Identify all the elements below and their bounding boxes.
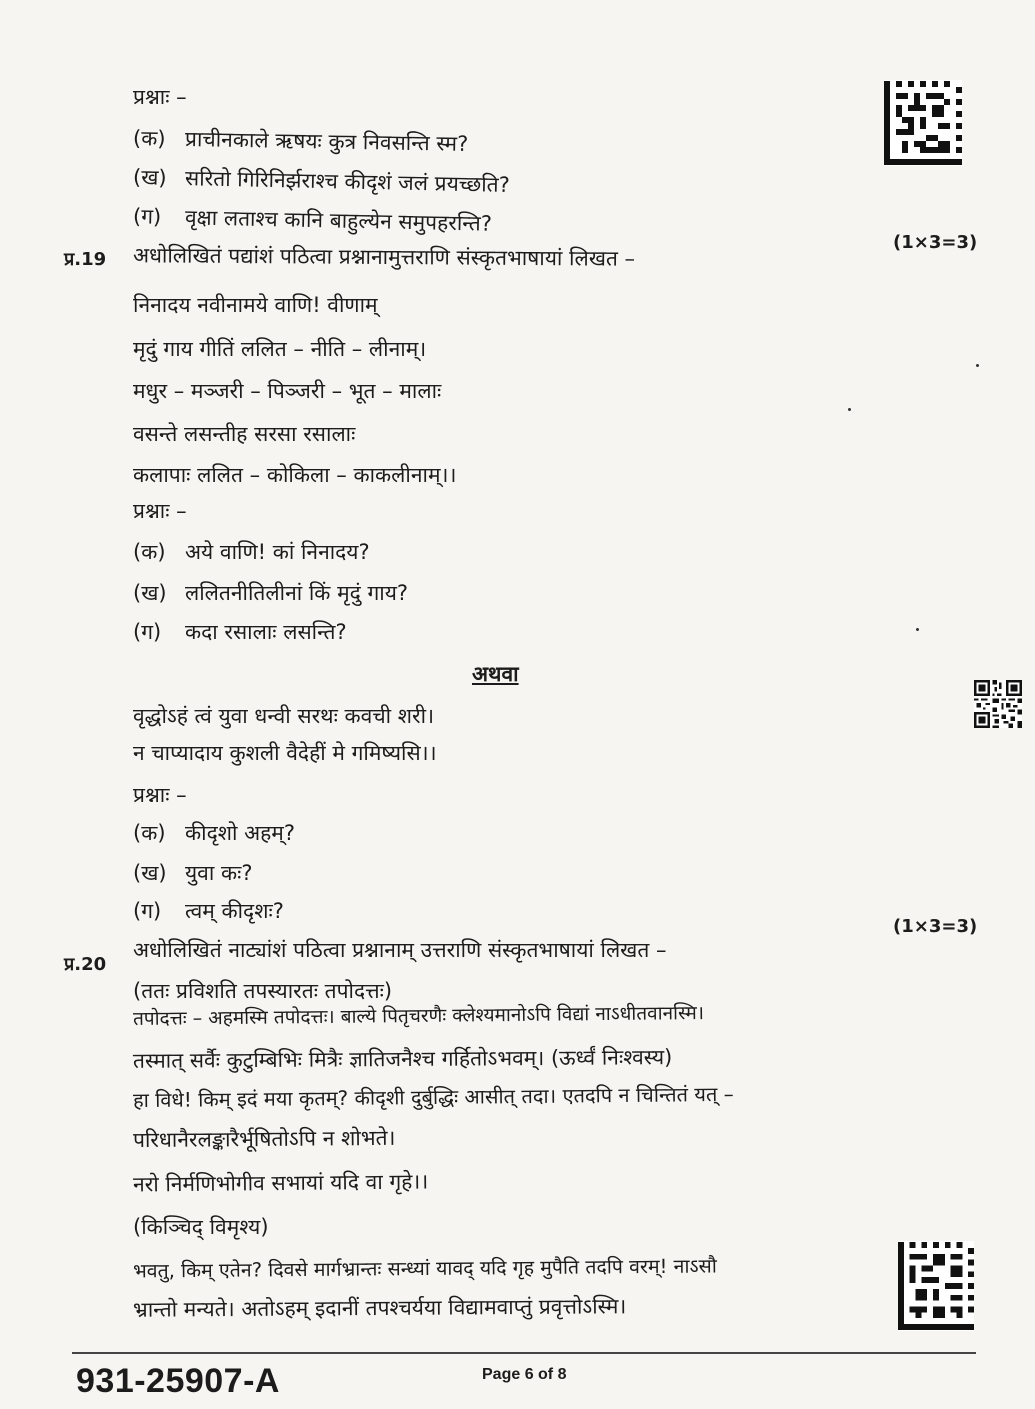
q20-line-1: (ततः प्रविशति तपस्यारतः तपोदत्तः): [133, 979, 393, 1003]
q20-instruction: अधोलिखितं नाट्यांशं पठित्वा प्रश्नानाम् उत्तराणि संस्कृतभाषायां लिखत –: [133, 938, 667, 962]
option-label: (ग): [133, 620, 162, 644]
q20-line-4: हा विधे! किम् इदं मया कृतम्? कीदृशी दुर्बुद्धिः आसीत् तदा। एतदपि न चिन्तितं यत् –: [132, 1081, 734, 1113]
q18-prashna: प्रश्नाः –: [133, 85, 187, 109]
q20-line-6: नरो निर्मणिभोगीव सभायां यदि वा गृहे।।: [132, 1169, 429, 1197]
q18-option-ga: [133, 203, 492, 237]
option-text: सरितो गिरिनिर्झराश्च कीदृशं जलं प्रयच्छति?: [184, 166, 511, 197]
option-label: (क): [132, 126, 166, 151]
q20-line-5: परिधानैरलङ्कारैर्भूषितोऽपि न शोभते।: [132, 1125, 396, 1153]
q20-number: प्र.20: [64, 954, 107, 975]
page-number: Page 6 of 8: [482, 1366, 567, 1383]
option-label: (ग): [132, 204, 162, 229]
q20-line-8: भवतु, किम् एतेन? दिवसे मार्गभ्रान्तः सन्ध्यां यावद् यदि गृह मुपैति तदपि वरम्! नाऽसौ: [132, 1254, 717, 1283]
q19-option-ga: [133, 619, 347, 645]
q19-poem-line-5: कलापाः ललित – कोकिला – काकलीनाम्।।: [133, 463, 457, 487]
option-text: युवा कः?: [185, 861, 253, 885]
q19-instruction: अधोलिखितं पद्यांशं पठित्वा प्रश्नानामुत्तराणि संस्कृतभाषायां लिखत –: [132, 243, 636, 271]
footer-rule: [72, 1352, 976, 1354]
q19-poem-line-4: वसन्ते लसन्तीह सरसा रसालाः: [133, 422, 356, 446]
athava-heading: अथवा: [472, 662, 519, 686]
datamatrix-code-top: [884, 80, 962, 166]
q19-marks: (1×3=3): [893, 232, 978, 253]
option-text: प्राचीनकाले ऋषयः कुत्र निवसन्ति स्म?: [184, 126, 469, 156]
q19-prashna: प्रश्नाः –: [133, 499, 187, 523]
q18-option-ka: [133, 125, 469, 157]
paper-code: 931-25907-A: [76, 1362, 280, 1400]
q20-line-7: (किञ्चिद् विमृश्य): [133, 1215, 269, 1239]
q19-poem-line-2: मृदुं गाय गीतिं ललित – नीति – लीनाम्।: [133, 337, 427, 361]
datamatrix-code-bottom: [898, 1241, 974, 1331]
q20-marks: (1×3=3): [893, 916, 978, 937]
q19-alt-option-ka: [133, 820, 295, 846]
q19-alt-option-ga: [133, 898, 284, 924]
option-label: (ख): [133, 581, 167, 605]
q18-option-kha: [133, 164, 510, 198]
qr-code: [974, 680, 1022, 728]
option-label: (ख): [133, 861, 167, 885]
option-text: कीदृशो अहम्?: [185, 821, 296, 845]
q19-poem-line-1: निनादय नवीनामये वाणि! वीणाम्: [133, 293, 378, 317]
option-text: वृक्षा लताश्च कानि बाहुल्येन समुपहरन्ति?: [184, 205, 493, 236]
option-text: त्वम् कीदृशः?: [185, 899, 284, 923]
q19-alt-option-kha: [133, 860, 253, 886]
option-label: (क): [133, 821, 166, 845]
q19-number: प्र.19: [64, 249, 107, 270]
q20-line-2: तपोदत्तः – अहमस्मि तपोदत्तः। बाल्ये पितृचरणैः क्लेश्यमानोऽपि विद्यां नाऽधीतवानस्मि।: [132, 1002, 705, 1030]
q19-option-ka: [133, 539, 370, 565]
q19-alt-prashna: प्रश्नाः –: [133, 783, 187, 807]
option-label: (ग): [133, 899, 162, 923]
q19-poem-line-3: मधुर – मञ्जरी – पिञ्जरी – भूत – मालाः: [133, 379, 442, 403]
q19-option-kha: [133, 580, 408, 606]
option-text: कदा रसालाः लसन्ति?: [185, 620, 347, 644]
q20-line-3: तस्मात् सर्वैः कुटुम्बिभिः मित्रैः ज्ञातिजनैश्च गर्हितोऽभवम्। (ऊर्ध्वं निःश्वस्य): [132, 1045, 673, 1073]
option-text: ललितनीतिलीनां किं मृदुं गाय?: [185, 581, 409, 605]
q20-line-9: भ्रान्तो मन्यते। अतोऽहम् इदानीं तपश्चर्यया विद्यामवाप्तुं प्रवृत्तोऽस्मि।: [132, 1294, 627, 1322]
option-label: (क): [133, 540, 166, 564]
q19-alt-verse-line-2: न चाप्यादाय कुशली वैदेहीं मे गमिष्यसि।।: [133, 741, 437, 765]
option-label: (ख): [132, 165, 167, 190]
q19-alt-verse-line-1: वृद्धोऽहं त्वं युवा धन्वी सरथः कवची शरी।: [133, 704, 435, 728]
option-text: अये वाणि! कां निनादय?: [185, 540, 370, 564]
